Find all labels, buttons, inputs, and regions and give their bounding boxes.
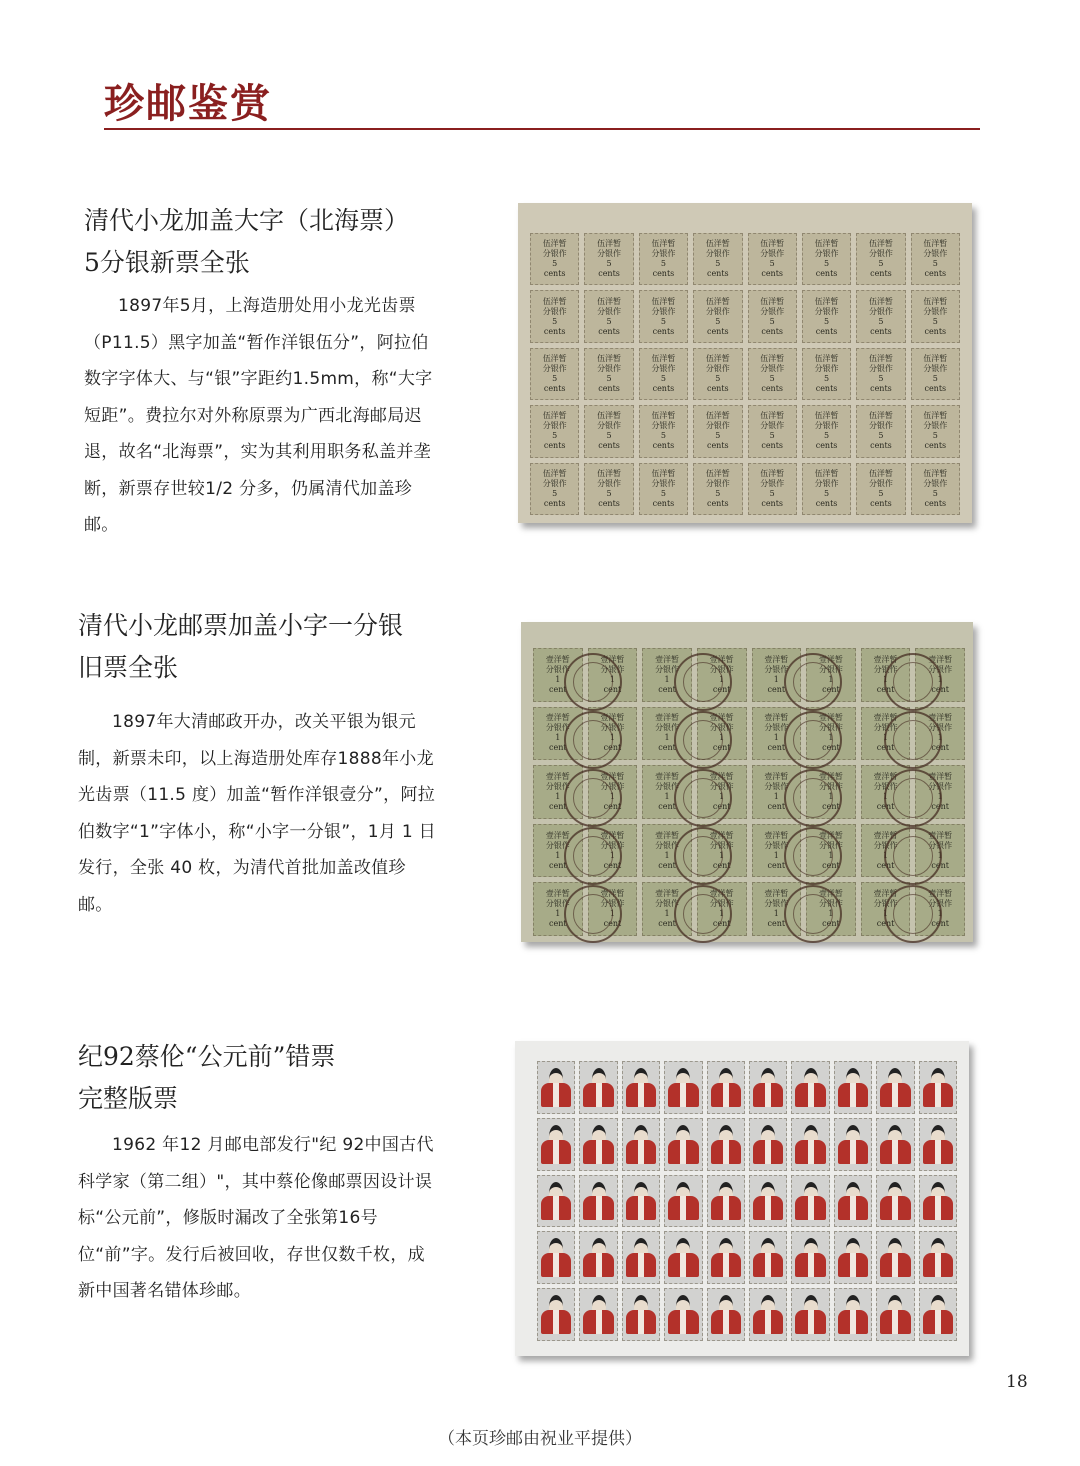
stamp: 伍洋暂 分银作 5 cents: [911, 405, 960, 457]
stamp: 壹洋暂 分银作 1 cent: [588, 648, 638, 702]
stamp: 伍洋暂 分银作 5 cents: [911, 348, 960, 400]
portrait-robe: [626, 1083, 656, 1107]
stamp: 壹洋暂 分银作 1 cent: [533, 707, 583, 761]
stamp: 壹洋暂 分银作 1 cent: [806, 648, 856, 702]
stamp: 伍洋暂 分银作 5 cents: [856, 463, 905, 515]
portrait-robe: [626, 1310, 656, 1334]
stamp: 壹洋暂 分银作 1 cent: [588, 707, 638, 761]
portrait-robe: [880, 1196, 910, 1220]
portrait-stamp: [622, 1288, 660, 1341]
portrait-stamp: [791, 1118, 829, 1171]
portrait-robe: [583, 1196, 613, 1220]
stamp: 伍洋暂 分银作 5 cents: [911, 463, 960, 515]
postmark: [674, 711, 732, 769]
portrait-stamp: [579, 1288, 617, 1341]
postmark: [674, 653, 732, 711]
stamp: 壹洋暂 分银作 1 cent: [806, 707, 856, 761]
portrait-stamp: [537, 1288, 575, 1341]
portrait-robe: [880, 1310, 910, 1334]
stamp: 壹洋暂 分银作 1 cent: [588, 824, 638, 878]
portrait-stamp: [749, 1175, 787, 1228]
stamp: 伍洋暂 分银作 5 cents: [530, 463, 579, 515]
postmark: [884, 769, 942, 827]
stamp: 壹洋暂 分银作 1 cent: [697, 882, 747, 936]
portrait-robe: [753, 1196, 783, 1220]
portrait-stamp: [537, 1118, 575, 1171]
stamp: 伍洋暂 分银作 5 cents: [748, 233, 797, 285]
stamp: 壹洋暂 分银作 1 cent: [533, 824, 583, 878]
stamp: 伍洋暂 分银作 5 cents: [802, 348, 851, 400]
portrait-robe: [668, 1253, 698, 1277]
stamp: 伍洋暂 分银作 5 cents: [911, 233, 960, 285]
stamp: 伍洋暂 分银作 5 cents: [530, 290, 579, 342]
title-divider: [104, 128, 980, 130]
section-2-body: 1897年大清邮政开办，改关平银为银元制，新票未印，以上海造册处库存1888年小龙光齿票（11.5 度）加盖“暂作洋银壹分”，阿拉伯数字“1”字体小，称“小字一分银”，1月 1 日发行，全张 40 枚，为清代首批加盖改值珍邮。: [78, 712, 436, 915]
postmark: [784, 769, 842, 827]
portrait-stamp: [537, 1061, 575, 1114]
stamp: 壹洋暂 分银作 1 cent: [915, 707, 965, 761]
stamp: 伍洋暂 分银作 5 cents: [856, 233, 905, 285]
portrait-stamp: [834, 1061, 872, 1114]
portrait-stamp: [749, 1061, 787, 1114]
portrait-robe: [753, 1140, 783, 1164]
portrait-stamp: [834, 1288, 872, 1341]
portrait-stamp: [834, 1175, 872, 1228]
stamp: 壹洋暂 分银作 1 cent: [915, 765, 965, 819]
postmark: [884, 827, 942, 885]
portrait-robe: [923, 1140, 953, 1164]
stamp: 伍洋暂 分银作 5 cents: [530, 233, 579, 285]
stamp: 壹洋暂 分银作 1 cent: [642, 648, 692, 702]
stamp-sheet-1-image: [518, 203, 972, 523]
portrait-stamp: [919, 1231, 957, 1284]
section-1-title: [84, 200, 409, 284]
portrait-stamp: [919, 1118, 957, 1171]
stamp: 伍洋暂 分银作 5 cents: [693, 233, 742, 285]
stamp: 伍洋暂 分银作 5 cents: [693, 348, 742, 400]
stamp: 伍洋暂 分银作 5 cents: [802, 405, 851, 457]
portrait-robe: [668, 1140, 698, 1164]
portrait-robe: [795, 1083, 825, 1107]
portrait-stamp: [876, 1061, 914, 1114]
portrait-robe: [583, 1253, 613, 1277]
portrait-robe: [541, 1310, 571, 1334]
portrait-robe: [753, 1310, 783, 1334]
stamp: 伍洋暂 分银作 5 cents: [693, 290, 742, 342]
portrait-robe: [541, 1196, 571, 1220]
stamp: 伍洋暂 分银作 5 cents: [639, 233, 688, 285]
postmark: [884, 711, 942, 769]
section-2-title-line-1: 清代小龙邮票加盖小字一分银: [78, 611, 404, 640]
portrait-robe: [541, 1140, 571, 1164]
stamp: 壹洋暂 分银作 1 cent: [533, 648, 583, 702]
portrait-robe: [668, 1310, 698, 1334]
portrait-robe: [626, 1196, 656, 1220]
portrait-stamp: [664, 1231, 702, 1284]
stamp: 壹洋暂 分银作 1 cent: [806, 824, 856, 878]
credit-line: （本页珍邮由祝业平提供）: [438, 1429, 642, 1449]
portrait-stamp: [834, 1118, 872, 1171]
stamp: 伍洋暂 分银作 5 cents: [802, 233, 851, 285]
portrait-robe: [583, 1083, 613, 1107]
portrait-robe: [711, 1140, 741, 1164]
portrait-stamp: [707, 1288, 745, 1341]
section-1-body: 1897年5月，上海造册处用小龙光齿票（P11.5）黑字加盖“暂作洋银伍分”，阿拉伯数字字体大、与“银”字距约1.5mm，称“大字短距”。费拉尔对外称原票为广西北海邮局迟退，故名“北海票”，实为其利用职务私盖并垄断，新票存世较1/2 分多，仍属清代加盖珍邮。: [84, 296, 433, 535]
section-1-title-line-2: 5分银新票全张: [84, 248, 250, 277]
portrait-stamp: [791, 1061, 829, 1114]
portrait-robe: [583, 1310, 613, 1334]
portrait-robe: [626, 1253, 656, 1277]
section-2-title: [78, 605, 403, 689]
portrait-stamp: [876, 1231, 914, 1284]
stamp: 伍洋暂 分银作 5 cents: [856, 348, 905, 400]
portrait-stamp: [876, 1288, 914, 1341]
stamp: 壹洋暂 分银作 1 cent: [861, 648, 911, 702]
stamp-sheet-3-image: [515, 1041, 969, 1356]
stamp: 壹洋暂 分银作 1 cent: [697, 765, 747, 819]
portrait-robe: [880, 1253, 910, 1277]
portrait-stamp: [791, 1288, 829, 1341]
portrait-stamp: [579, 1061, 617, 1114]
portrait-robe: [880, 1140, 910, 1164]
stamp: 伍洋暂 分银作 5 cents: [639, 290, 688, 342]
portrait-stamp: [876, 1118, 914, 1171]
stamp: 壹洋暂 分银作 1 cent: [752, 648, 802, 702]
stamp: 壹洋暂 分银作 1 cent: [752, 765, 802, 819]
portrait-robe: [668, 1083, 698, 1107]
stamp: 伍洋暂 分银作 5 cents: [584, 405, 633, 457]
stamp: 伍洋暂 分银作 5 cents: [856, 405, 905, 457]
postmark: [564, 885, 622, 943]
stamp: 壹洋暂 分银作 1 cent: [861, 882, 911, 936]
stamp: 伍洋暂 分银作 5 cents: [584, 463, 633, 515]
portrait-robe: [541, 1083, 571, 1107]
postmark: [674, 827, 732, 885]
portrait-stamp: [579, 1175, 617, 1228]
stamp-sheet-2-image: [521, 622, 973, 942]
stamp: 壹洋暂 分银作 1 cent: [861, 765, 911, 819]
portrait-stamp: [834, 1231, 872, 1284]
stamp: 壹洋暂 分银作 1 cent: [588, 765, 638, 819]
portrait-robe: [838, 1140, 868, 1164]
portrait-robe: [923, 1310, 953, 1334]
portrait-robe: [626, 1140, 656, 1164]
portrait-stamp: [749, 1231, 787, 1284]
portrait-stamp: [579, 1118, 617, 1171]
stamp: 壹洋暂 分银作 1 cent: [915, 824, 965, 878]
postmark: [564, 653, 622, 711]
portrait-robe: [838, 1310, 868, 1334]
portrait-stamp: [749, 1118, 787, 1171]
portrait-stamp: [707, 1061, 745, 1114]
stamp: 壹洋暂 分银作 1 cent: [533, 882, 583, 936]
stamp: 伍洋暂 分银作 5 cents: [693, 463, 742, 515]
portrait-robe: [838, 1083, 868, 1107]
stamp: 伍洋暂 分银作 5 cents: [530, 405, 579, 457]
stamp: 壹洋暂 分银作 1 cent: [697, 824, 747, 878]
portrait-stamp: [537, 1175, 575, 1228]
postmark: [784, 827, 842, 885]
portrait-robe: [923, 1253, 953, 1277]
stamp: 伍洋暂 分银作 5 cents: [911, 290, 960, 342]
portrait-stamp: [622, 1231, 660, 1284]
page-title: 珍邮鉴赏: [104, 80, 272, 127]
postmark: [564, 711, 622, 769]
stamp: 壹洋暂 分银作 1 cent: [752, 882, 802, 936]
stamp: 壹洋暂 分银作 1 cent: [697, 648, 747, 702]
postmark: [564, 827, 622, 885]
stamp: 伍洋暂 分银作 5 cents: [748, 405, 797, 457]
postmark: [564, 769, 622, 827]
portrait-stamp: [791, 1175, 829, 1228]
portrait-robe: [711, 1083, 741, 1107]
stamp: 壹洋暂 分银作 1 cent: [642, 707, 692, 761]
stamp: 伍洋暂 分银作 5 cents: [693, 405, 742, 457]
portrait-stamp: [664, 1175, 702, 1228]
stamp: 壹洋暂 分银作 1 cent: [915, 648, 965, 702]
stamp: 伍洋暂 分银作 5 cents: [639, 463, 688, 515]
stamp: 伍洋暂 分银作 5 cents: [748, 463, 797, 515]
stamp: 壹洋暂 分银作 1 cent: [861, 707, 911, 761]
stamp: 壹洋暂 分银作 1 cent: [915, 882, 965, 936]
stamp: 伍洋暂 分银作 5 cents: [530, 348, 579, 400]
page-number: 18: [1006, 1372, 1028, 1392]
portrait-stamp: [791, 1231, 829, 1284]
portrait-robe: [795, 1310, 825, 1334]
postmark: [784, 653, 842, 711]
stamp: 壹洋暂 分银作 1 cent: [642, 882, 692, 936]
portrait-robe: [711, 1253, 741, 1277]
stamp: 伍洋暂 分银作 5 cents: [748, 290, 797, 342]
stamp: 伍洋暂 分银作 5 cents: [584, 348, 633, 400]
portrait-stamp: [664, 1118, 702, 1171]
section-2-title-line-2: 旧票全张: [78, 653, 179, 682]
portrait-robe: [795, 1253, 825, 1277]
stamp: 壹洋暂 分银作 1 cent: [806, 765, 856, 819]
portrait-robe: [668, 1196, 698, 1220]
portrait-stamp: [876, 1175, 914, 1228]
portrait-robe: [923, 1083, 953, 1107]
portrait-robe: [753, 1253, 783, 1277]
postmark: [674, 885, 732, 943]
stamp: 壹洋暂 分银作 1 cent: [861, 824, 911, 878]
stamp: 壹洋暂 分银作 1 cent: [642, 765, 692, 819]
portrait-stamp: [919, 1061, 957, 1114]
portrait-robe: [711, 1310, 741, 1334]
stamp: 壹洋暂 分银作 1 cent: [533, 765, 583, 819]
stamp: 壹洋暂 分银作 1 cent: [806, 882, 856, 936]
portrait-stamp: [919, 1175, 957, 1228]
portrait-robe: [795, 1196, 825, 1220]
stamp: 伍洋暂 分银作 5 cents: [748, 348, 797, 400]
portrait-robe: [838, 1196, 868, 1220]
portrait-stamp: [664, 1061, 702, 1114]
portrait-stamp: [622, 1061, 660, 1114]
portrait-robe: [838, 1253, 868, 1277]
stamp: 伍洋暂 分银作 5 cents: [802, 463, 851, 515]
stamp: 伍洋暂 分银作 5 cents: [639, 405, 688, 457]
stamp: 伍洋暂 分银作 5 cents: [584, 290, 633, 342]
portrait-stamp: [664, 1288, 702, 1341]
portrait-stamp: [622, 1175, 660, 1228]
postmark: [674, 769, 732, 827]
portrait-stamp: [537, 1231, 575, 1284]
portrait-robe: [711, 1196, 741, 1220]
postmark: [884, 653, 942, 711]
portrait-stamp: [707, 1231, 745, 1284]
section-3-title: [78, 1036, 335, 1120]
stamp: 壹洋暂 分银作 1 cent: [642, 824, 692, 878]
postmark: [784, 711, 842, 769]
stamp: 壹洋暂 分银作 1 cent: [752, 707, 802, 761]
portrait-robe: [753, 1083, 783, 1107]
portrait-stamp: [707, 1118, 745, 1171]
portrait-stamp: [707, 1175, 745, 1228]
portrait-stamp: [749, 1288, 787, 1341]
portrait-robe: [880, 1083, 910, 1107]
stamp: 壹洋暂 分银作 1 cent: [752, 824, 802, 878]
portrait-stamp: [622, 1118, 660, 1171]
section-3-body: 1962 年12 月邮电部发行"纪 92中国古代科学家（第二组）"，其中蔡伦像邮票因设计误标“公元前”，修版时漏改了全张第16号位“前”字。发行后被回收，存世仅数千枚，成新中国著名错体珍邮。: [78, 1135, 434, 1301]
stamp: 壹洋暂 分银作 1 cent: [697, 707, 747, 761]
stamp: 伍洋暂 分银作 5 cents: [856, 290, 905, 342]
section-3-title-line-2: 完整版票: [78, 1084, 179, 1113]
stamp: 伍洋暂 分银作 5 cents: [584, 233, 633, 285]
portrait-robe: [923, 1196, 953, 1220]
stamp: 伍洋暂 分银作 5 cents: [639, 348, 688, 400]
postmark: [784, 885, 842, 943]
portrait-robe: [583, 1140, 613, 1164]
stamp: 伍洋暂 分银作 5 cents: [802, 290, 851, 342]
section-3-title-line-1: 纪92蔡伦“公元前”错票: [78, 1042, 336, 1071]
portrait-robe: [795, 1140, 825, 1164]
portrait-stamp: [919, 1288, 957, 1341]
portrait-stamp: [579, 1231, 617, 1284]
section-1-title-line-1: 清代小龙加盖大字（北海票）: [84, 206, 410, 235]
portrait-robe: [541, 1253, 571, 1277]
postmark: [884, 885, 942, 943]
stamp: 壹洋暂 分银作 1 cent: [588, 882, 638, 936]
